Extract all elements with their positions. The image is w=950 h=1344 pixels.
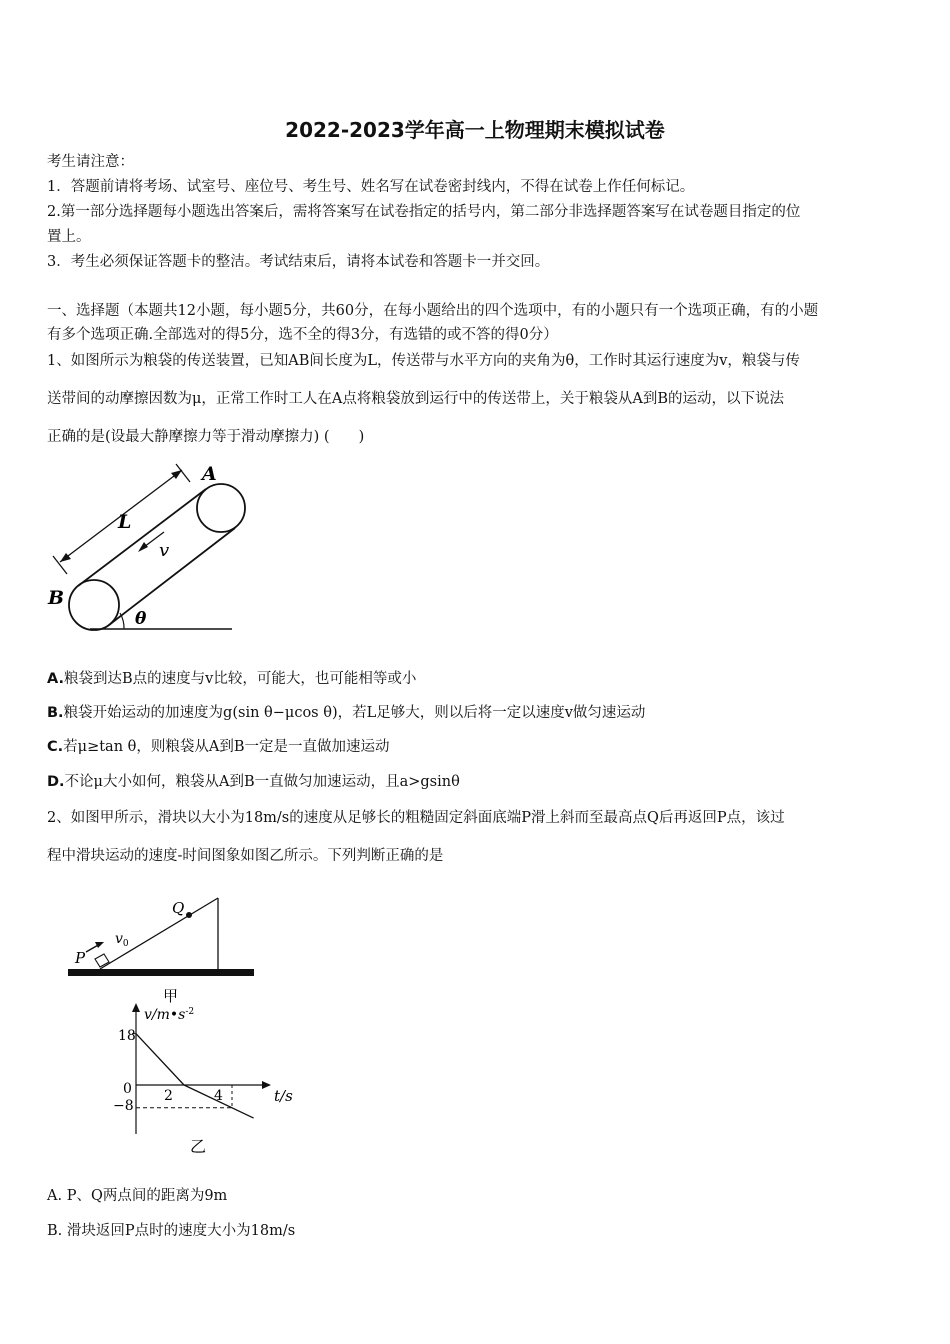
q1-option-c-text: 若μ≥tan θ，则粮袋从A到B一定是一直做加速运动: [63, 739, 390, 755]
q2-option-a: A. P、Q两点间的距离为9m: [47, 1188, 228, 1204]
question-1-stem-2: 送带间的动摩擦因数为μ，正常工作时工人在A点将粮袋放到运行中的传送带上，关于粮袋从A到B的运动，以下说法: [47, 391, 785, 407]
q2-option-b: B. 滑块返回P点时的速度大小为18m/s: [47, 1223, 296, 1239]
label-v0: [115, 931, 129, 949]
y-axis-label-main: v/m•s: [144, 1007, 186, 1023]
q1-option-a-letter: A.: [47, 671, 64, 687]
q1-option-d: [47, 771, 460, 793]
y-axis-label-sup: -2: [185, 1007, 195, 1017]
notice-item-1: 1．答题前请将考场、试室号、座位号、考生号、姓名写在试卷密封线内，不得在试卷上作任何标记。: [47, 179, 695, 195]
notice-item-2-cont: 置上。: [47, 229, 91, 245]
caption-jia: 甲: [163, 987, 179, 1005]
tick-4: 4: [214, 1088, 223, 1104]
q1-option-b: [47, 702, 645, 724]
question-2-stem-2: 程中滑块运动的速度-时间图象如图乙所示。下列判断正确的是: [47, 848, 444, 864]
label-v: v: [159, 540, 170, 561]
q1-option-a-text: 粮袋到达B点的速度与v比较，可能大，也可能相等或小: [64, 671, 417, 687]
vt-graph: [108, 1000, 308, 1160]
label-theta: θ: [135, 609, 147, 629]
section-1-intro: 一、选择题（本题共12小题，每小题5分，共60分，在每小题给出的四个选项中，有的小题只有一个选项正确，有的小题: [47, 303, 819, 319]
label-P: P: [75, 949, 86, 967]
section-1-intro-cont: 有多个选项正确.全部选对的得5分，选不全的得3分，有选错的或不答的得0分）: [47, 327, 558, 343]
q1-option-b-letter: B.: [47, 705, 64, 721]
q1-option-d-text: 不论μ大小如何，粮袋从A到B一直做匀加速运动，且a>gsinθ: [64, 774, 460, 790]
y-axis-label: [144, 1007, 194, 1023]
label-Q: Q: [172, 899, 185, 917]
tick-2: 2: [164, 1088, 173, 1104]
question-2-stem: 2、如图甲所示，滑块以大小为18m/s的速度从足够长的粗糙固定斜面底端P滑上斜而至最高点Q后再返回P点，该过: [47, 810, 785, 826]
label-v0-sub: 0: [122, 939, 129, 949]
conveyor-figure: [40, 458, 250, 638]
q1-option-a: [47, 668, 416, 690]
incline-figure: [60, 890, 265, 1006]
notice-heading: 考生请注意：: [47, 154, 134, 170]
notice-item-2: 2.第一部分选择题每小题选出答案后，需将答案写在试卷指定的括号内，第二部分非选择题答案写在试卷题目指定的位: [47, 204, 801, 220]
question-1-stem: 1、如图所示为粮袋的传送装置，已知AB间长度为L，传送带与水平方向的夹角为θ，工作时其运行速度为v，粮袋与传: [47, 353, 800, 369]
tick-minus-8: −8: [113, 1098, 134, 1114]
tick-18: 18: [118, 1028, 136, 1044]
label-A: A: [202, 463, 217, 485]
label-L: L: [118, 511, 132, 533]
question-1-stem-3: 正确的是(设最大静摩擦力等于滑动摩擦力) ( ): [47, 429, 365, 445]
q1-option-c: [47, 736, 390, 758]
x-axis-label: t/s: [274, 1087, 293, 1105]
notice-item-3: 3．考生必须保证答题卡的整洁。考试结束后，请将本试卷和答题卡一并交回。: [47, 254, 550, 270]
label-v0-main: v: [115, 931, 123, 947]
tick-0: 0: [123, 1081, 132, 1097]
q1-option-c-letter: C.: [47, 739, 64, 755]
q1-option-b-text: 粮袋开始运动的加速度为g(sin θ−μcos θ)，若L足够大，则以后将一定以速度v做匀速运动: [63, 705, 646, 721]
series-segment-up: [136, 1034, 184, 1085]
page-title: 2022-2023学年高一上物理期末模拟试卷: [285, 118, 665, 142]
q1-option-d-letter: D.: [47, 774, 65, 790]
caption-yi: 乙: [190, 1137, 207, 1156]
label-B: B: [48, 587, 65, 609]
